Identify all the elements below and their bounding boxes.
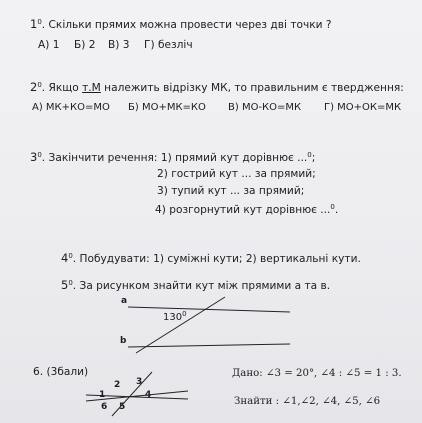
question-2-option-c: В) МО-КО=МК	[228, 102, 302, 113]
question-6-find: Знайти : ∠1,∠2, ∠4, ∠5, ∠6	[234, 396, 381, 407]
angle-label-4: 4	[145, 390, 152, 400]
question-3-text: $3^0$. Закінчити речення: 1) прямий кут дорівнює ...$^0$;	[30, 150, 316, 164]
angle-label-2: 2	[114, 380, 121, 390]
question-2-text: $2^0$. Якщо т.М належить відрізку МК, то правильним є твердження:	[30, 80, 404, 94]
question-6-label: 6. (3бали)	[33, 366, 89, 378]
angle-130-label: $130^0$	[163, 310, 187, 323]
question-6-given: Дано: ∠3 = 20°, ∠4 : ∠5 = 1 : 3.	[232, 368, 402, 379]
question-5-text: $5^0$. За рисунком знайти кут між прямими а та в.	[61, 278, 331, 292]
question-1-text: $1^0$. Скільки прямих можна провести через дві точки ?	[30, 17, 332, 31]
question-2-option-b: Б) МО+МК=КО	[128, 102, 206, 113]
angle-label-5: 5	[119, 402, 126, 412]
question-2-option-a: А) МК+КО=МО	[32, 102, 110, 113]
line-b-label: b	[120, 336, 127, 346]
question-3-item-3: 3) тупий кут ... за прямий;	[157, 185, 305, 197]
question-1-option-c: В) 3	[108, 39, 130, 51]
angle-label-1: 1	[99, 390, 106, 400]
question-2-option-d: Г) МО+ОК=МК	[324, 102, 402, 113]
question-3-item-4: 4) розгорнутий кут дорівнює ...$^0$.	[155, 203, 339, 216]
question-3-item-2: 2) гострий кут ... за прямий;	[157, 168, 316, 180]
angle-label-6: 6	[101, 402, 108, 412]
angle-label-3: 3	[136, 377, 143, 387]
question-1-option-b: Б) 2	[74, 39, 96, 51]
point-m-label: т.М	[82, 82, 101, 94]
line-a-label: a	[121, 296, 128, 306]
question-1-option-d: Г) безліч	[144, 39, 193, 51]
question-4-text: $4^0$. Побудувати: 1) суміжні кути; 2) вертикальні кути.	[61, 251, 361, 265]
question-1-option-a: А) 1	[38, 39, 60, 51]
